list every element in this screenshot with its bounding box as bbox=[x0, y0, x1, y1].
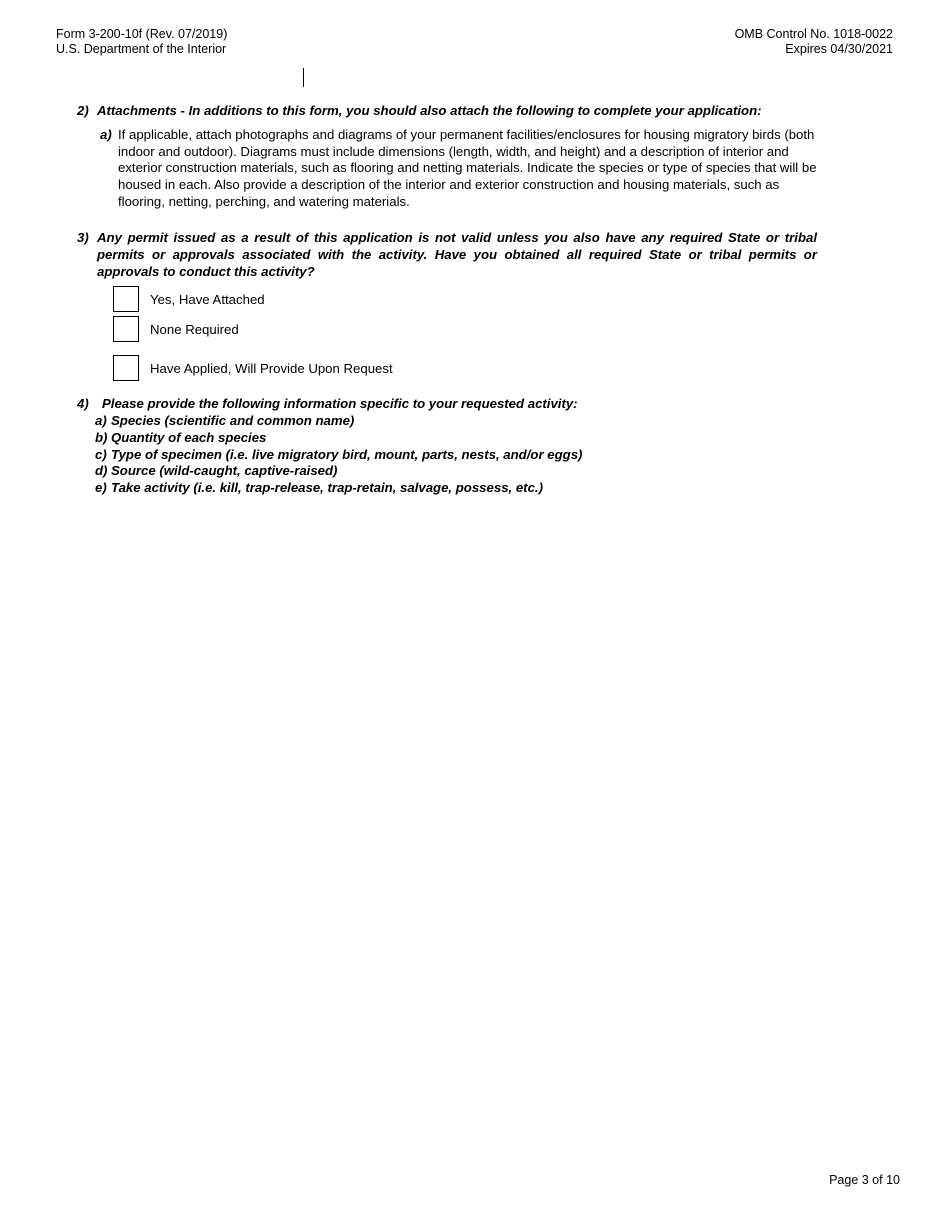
section-number: 3) bbox=[77, 230, 89, 245]
option-yes-have-attached[interactable] bbox=[113, 286, 265, 312]
expiration-date: Expires 04/30/2021 bbox=[785, 42, 893, 56]
attachment-item bbox=[100, 127, 817, 211]
item-letter: a) bbox=[100, 126, 112, 142]
list-item: d) Source (wild-caught, captive-raised) bbox=[95, 463, 338, 479]
form-header-right bbox=[735, 27, 893, 57]
section-activity-info bbox=[77, 396, 817, 413]
omb-control-number: OMB Control No. 1018-0022 bbox=[734, 27, 893, 41]
section-attachments bbox=[77, 103, 817, 211]
section-number: 2) bbox=[77, 103, 89, 118]
section-heading: Attachments - In additions to this form, you should also attach the following to complete your application: bbox=[97, 103, 762, 118]
list-item: b) Quantity of each species bbox=[95, 429, 267, 445]
list-item: a) Species (scientific and common name) bbox=[95, 413, 355, 428]
option-none-required[interactable] bbox=[113, 316, 239, 342]
activity-info-list bbox=[95, 413, 582, 497]
item-text: If applicable, attach photographs and diagrams of your permanent facilities/enclosures for housing migratory birds (both indoor and outdoor). Diagrams must include dimensions (length, width, and height) and a description of interior and exterior construction materials, such as flooring and netting materials. Indicate the species or type of species that will be housed in each. Also provide a description of the interior and exterior construction and housing materials, such as flooring, netting, perching, and watering materials. bbox=[118, 126, 817, 209]
section-heading: Any permit issued as a result of this application is not valid unless you also have any required State or tribal permits or approvals associated with the activity. Have you obtained all required State or tribal permits or approvals to conduct this activity? bbox=[97, 230, 817, 279]
checkbox-label: None Required bbox=[150, 321, 239, 337]
section-number: 4) bbox=[77, 396, 89, 411]
text-cursor-mark bbox=[303, 68, 304, 87]
department-name: U.S. Department of the Interior bbox=[56, 42, 227, 56]
section-heading: Please provide the following information specific to your requested activity: bbox=[102, 396, 578, 411]
checkbox[interactable] bbox=[113, 355, 139, 381]
checkbox[interactable] bbox=[113, 316, 139, 342]
list-item: e) Take activity (i.e. kill, trap-release, trap-retain, salvage, possess, etc.) bbox=[95, 480, 543, 496]
checkbox[interactable] bbox=[113, 286, 139, 312]
form-number: Form 3-200-10f (Rev. 07/2019) bbox=[56, 27, 228, 41]
option-have-applied[interactable] bbox=[113, 355, 393, 381]
checkbox-label: Have Applied, Will Provide Upon Request bbox=[150, 360, 393, 376]
form-header-left bbox=[56, 27, 227, 57]
page-number: Page 3 of 10 bbox=[829, 1173, 900, 1187]
section-state-permits bbox=[77, 230, 817, 280]
checkbox-label: Yes, Have Attached bbox=[150, 291, 265, 307]
list-item: c) Type of specimen (i.e. live migratory bird, mount, parts, nests, and/or eggs) bbox=[95, 446, 583, 462]
